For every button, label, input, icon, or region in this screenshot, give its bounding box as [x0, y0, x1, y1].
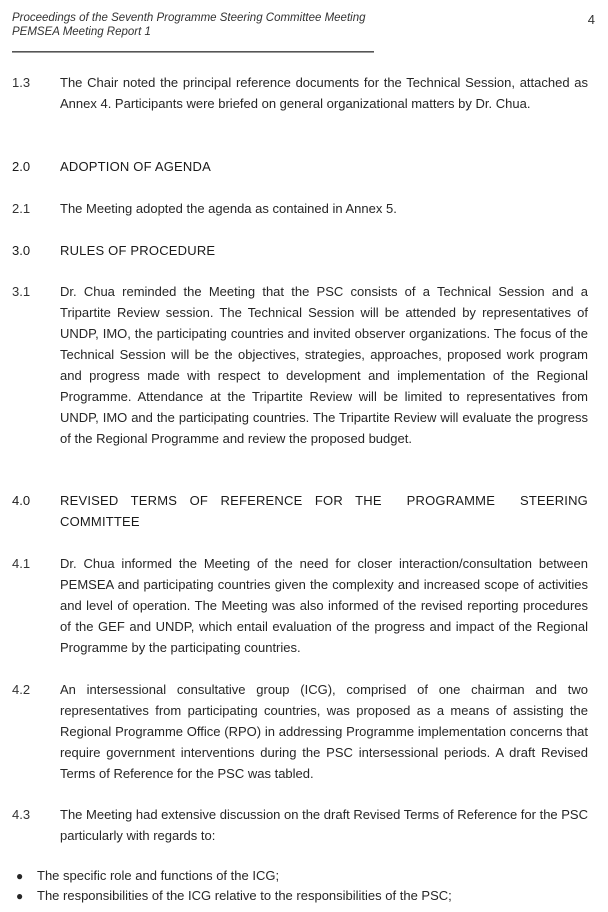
section-title: ADOPTION OF AGENDA	[60, 159, 211, 174]
section-3-1	[12, 281, 588, 449]
list-item	[12, 886, 588, 906]
section-title-line-2: COMMITTEE	[60, 514, 140, 529]
section-4-1	[12, 553, 588, 658]
section-number: 3.1	[12, 284, 31, 299]
section-title: RULES OF PROCEDURE	[60, 243, 216, 258]
header-title: Proceedings of the Seventh Programme Steering Committee Meeting	[12, 12, 366, 24]
bullet-list	[12, 866, 588, 906]
bullet-dot-icon: ●	[16, 869, 24, 883]
section-number: 4.0	[12, 493, 31, 508]
paragraph-text: The Meeting adopted the agenda as contained in Annex 5.	[60, 201, 397, 216]
list-item-text: The responsibilities of the ICG relative to the responsibilities of the PSC;	[37, 888, 452, 903]
bullet-dot-icon: ●	[16, 889, 24, 903]
section-title-line-1: REVISED TERMS OF REFERENCE FOR THE PROGRAMME STEERING	[60, 493, 588, 508]
header-subtitle: PEMSEA Meeting Report 1	[12, 26, 151, 38]
paragraph-text: Dr. Chua informed the Meeting of the need for closer interaction/consultation between PEMSEA and participating countries given the complexity and increased scope of activities and level of operation. The Meeting was also informed of the revised reporting procedures of the GEF and UNDP, which entail evaluation of the progress and impact of the Regional Programme by the participating countries.	[60, 556, 588, 655]
section-number: 2.1	[12, 201, 31, 216]
section-number: 1.3	[12, 75, 31, 90]
section-2-1	[12, 198, 588, 219]
section-number: 4.2	[12, 682, 31, 697]
paragraph-text: The Chair noted the principal reference documents for the Technical Session, attached as Annex 4. Participants were briefed on general organizational matters by Dr. Chua.	[60, 75, 588, 111]
list-item-text: The specific role and functions of the ICG;	[37, 868, 280, 883]
section-heading-2-0	[12, 156, 588, 177]
section-heading-4-0	[12, 490, 588, 532]
section-number: 4.3	[12, 807, 31, 822]
paragraph-text: Dr. Chua reminded the Meeting that the PSC consists of a Technical Session and a Tripartite Review session. The Technical Session will be attended by representatives of UNDP, IMO, the participating countries and invited observer organizations. The focus of the Technical Session will be the objectives, strategies, approaches, proposed work program and progress made with respect to development and implementation of the Regional Programme. Attendance at the Tripartite Review will be limited to representatives from UNDP, IMO and the participating countries. The Tripartite Review will evaluate the progress of the Regional Programme and review the proposed budget.	[60, 284, 588, 446]
section-number: 2.0	[12, 159, 31, 174]
header-divider	[12, 51, 374, 53]
section-4-2	[12, 679, 588, 784]
page-number: 4	[587, 12, 595, 27]
list-item	[12, 866, 588, 886]
paragraph-text: The Meeting had extensive discussion on the draft Revised Terms of Reference for the PSC particularly with regards to:	[60, 807, 588, 843]
running-header	[12, 11, 592, 39]
section-number: 3.0	[12, 243, 31, 258]
section-1-3	[12, 72, 588, 114]
section-number: 4.1	[12, 556, 31, 571]
section-heading-3-0	[12, 240, 588, 261]
paragraph-text: An intersessional consultative group (ICG), comprised of one chairman and two representatives from participating countries, was proposed as a means of assisting the Regional Programme Office (RPO) in addressing Programme implementation concerns that require government interventions during the PSC intersessional periods. A draft Revised Terms of Reference for the PSC was tabled.	[60, 682, 588, 781]
section-4-3	[12, 804, 588, 906]
